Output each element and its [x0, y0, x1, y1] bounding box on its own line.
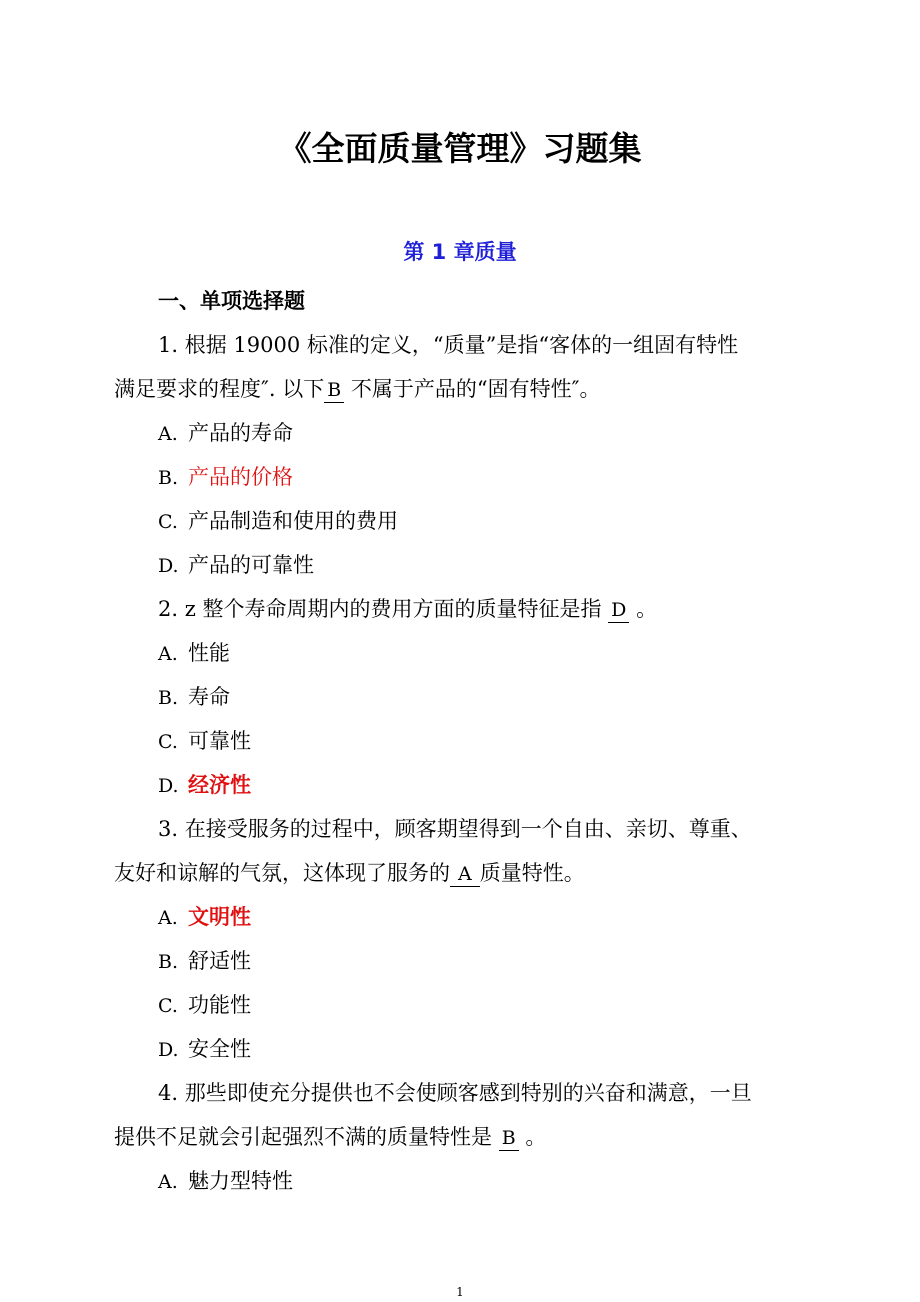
question-1-text-pre: 满足要求的程度″. 以下: [114, 377, 325, 401]
option-text: 魅力型特性: [188, 1169, 293, 1193]
question-4-stem-line-2: [114, 1119, 546, 1155]
option-text: 产品制造和使用的费用: [188, 509, 398, 533]
option-mark: C.: [158, 731, 178, 753]
question-4-text-post: 。: [525, 1125, 547, 1149]
question-1-text-post: 不属于产品的“固有特性″。: [350, 377, 601, 401]
chapter-heading: 第 1 章质量: [403, 240, 517, 264]
option-mark: D.: [158, 1039, 179, 1061]
question-3-option: [158, 943, 251, 980]
question-2-text-post: 。: [636, 597, 658, 621]
question-3-text-post: 质量特性。: [479, 861, 585, 885]
question-3-stem-line-2: [114, 855, 585, 891]
question-3-option: [158, 1031, 251, 1068]
question-3-stem-line-1: [158, 811, 752, 847]
question-3-answer: A: [450, 862, 480, 887]
option-text: 寿命: [188, 685, 230, 709]
question-1-option-correct: [158, 459, 293, 496]
option-mark: A.: [158, 643, 178, 665]
question-4-text: 4. 那些即使充分提供也不会使顾客感到特别的兴奋和满意，一旦: [158, 1081, 752, 1105]
question-4-stem-line-1: [158, 1075, 752, 1111]
option-text: 性能: [188, 641, 230, 665]
option-text: 产品的寿命: [188, 421, 293, 445]
option-mark: B.: [158, 951, 179, 973]
option-mark: B.: [158, 467, 179, 489]
question-2-option-correct: [158, 767, 251, 804]
question-3-option: [158, 987, 251, 1024]
question-3-text: 3. 在接受服务的过程中，顾客期望得到一个自由、亲切、尊重、: [158, 817, 752, 841]
option-mark: D.: [158, 555, 179, 577]
page-number: 1: [456, 1285, 464, 1299]
question-3-text-pre: 友好和谅解的气氛，这体现了服务的: [114, 861, 450, 885]
section-heading: 一、单项选择题: [158, 289, 305, 313]
option-text: 可靠性: [188, 729, 251, 753]
option-mark: B.: [158, 687, 179, 709]
question-2-stem: [158, 591, 657, 627]
question-1-stem-line-2: [114, 371, 600, 407]
option-mark: A.: [158, 907, 178, 929]
question-2-option: [158, 679, 230, 716]
option-mark: D.: [158, 775, 179, 797]
option-mark: A.: [158, 1171, 178, 1193]
question-1-stem-line-1: [158, 327, 738, 363]
option-text-correct: 文明性: [188, 905, 251, 929]
option-text: 功能性: [188, 993, 251, 1017]
question-2-option: [158, 635, 230, 672]
option-mark: C.: [158, 511, 178, 533]
question-2-text-pre: 2. z 整个寿命周期内的费用方面的质量特征是指: [158, 597, 602, 621]
option-text-correct: 产品的价格: [188, 465, 293, 489]
question-1-option: [158, 503, 398, 540]
question-4-option: [158, 1163, 293, 1200]
question-1-option: [158, 547, 314, 584]
question-1-option: [158, 415, 293, 452]
question-4-text-pre: 提供不足就会引起强烈不满的质量特性是: [114, 1125, 492, 1149]
option-text: 安全性: [188, 1037, 251, 1061]
question-3-option-correct: [158, 899, 251, 936]
question-2-answer: D: [608, 598, 629, 623]
question-1-answer: B: [324, 378, 344, 403]
question-1-text: 1. 根据 19000 标准的定义，“质量”是指“客体的一组固有特性: [158, 333, 739, 357]
option-mark: A.: [158, 423, 178, 445]
question-2-option: [158, 723, 251, 760]
option-text: 产品的可靠性: [188, 553, 314, 577]
option-text-correct: 经济性: [188, 773, 251, 797]
document-title: 《全面质量管理》习题集: [278, 129, 642, 168]
question-4-answer: B: [499, 1126, 519, 1151]
option-mark: C.: [158, 995, 178, 1017]
option-text: 舒适性: [188, 949, 251, 973]
